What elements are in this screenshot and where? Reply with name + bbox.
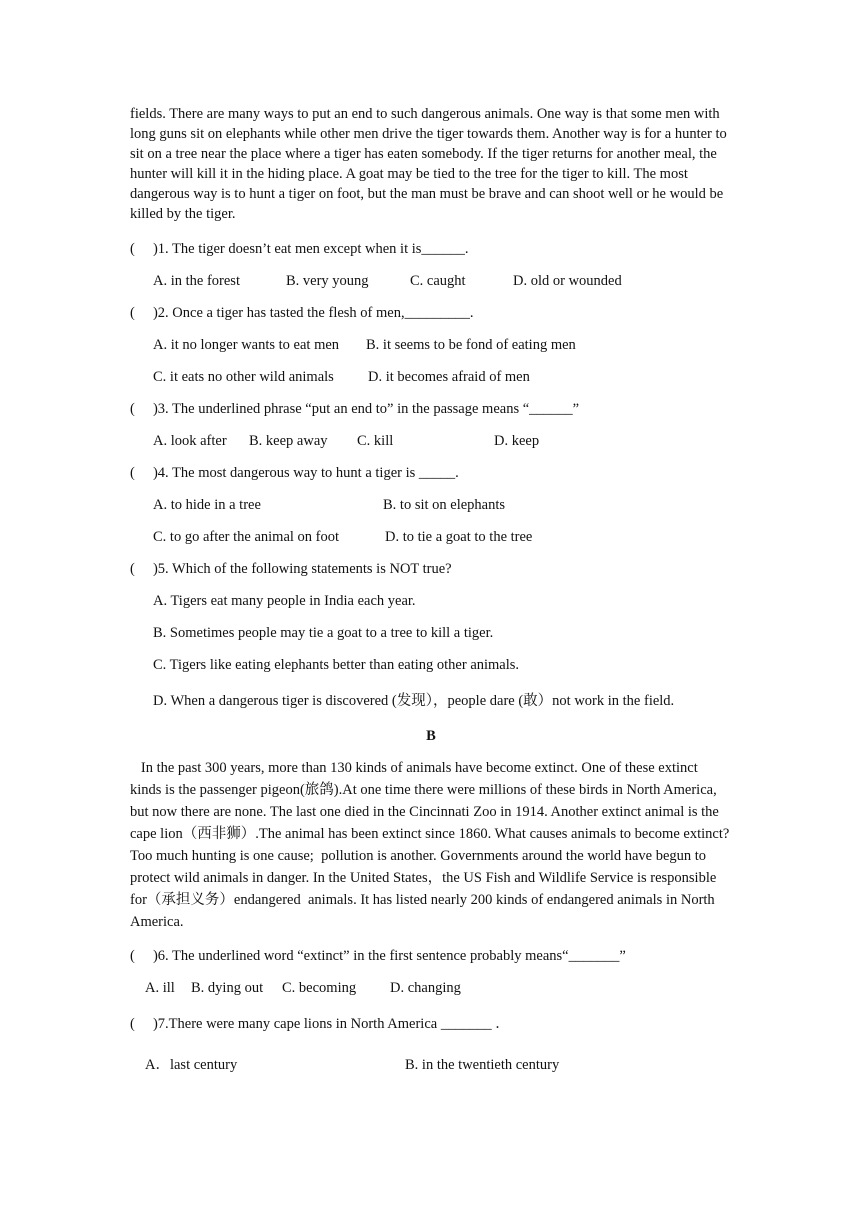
option-b: B. to sit on elephants bbox=[383, 497, 506, 513]
question-6-options bbox=[145, 978, 725, 998]
option-b: B. in the twentieth century bbox=[405, 1057, 560, 1073]
question-7-options bbox=[145, 1055, 725, 1075]
question-6-stem: ( )6. The underlined word “extinct” in the first sentence probably means“_______” bbox=[130, 948, 626, 964]
question-4-options-row1 bbox=[153, 495, 733, 515]
option-a: A. it no longer wants to eat men bbox=[153, 337, 340, 353]
option-a: A．last century bbox=[145, 1057, 238, 1073]
question-5-option-b bbox=[153, 623, 733, 643]
option-a: A. look after bbox=[153, 433, 227, 449]
question-3-options bbox=[153, 431, 733, 451]
option-c: C. caught bbox=[410, 273, 466, 289]
question-5-stem: ( )5. Which of the following statements is NOT true? bbox=[130, 561, 452, 577]
question-2-options-row1 bbox=[153, 335, 733, 355]
option-a: A. ill bbox=[145, 980, 175, 996]
option-c: C. it eats no other wild animals bbox=[153, 369, 334, 385]
option-b: B. dying out bbox=[191, 980, 264, 996]
question-1-options bbox=[153, 271, 733, 291]
option-b: B. very young bbox=[286, 273, 369, 289]
option-b: B. it seems to be fond of eating men bbox=[366, 337, 576, 353]
option-d: D. changing bbox=[390, 980, 461, 996]
section-b-heading: B bbox=[426, 728, 436, 744]
option-b: B. keep away bbox=[249, 433, 328, 449]
option-d: D. keep bbox=[494, 433, 540, 449]
option-c: C. Tigers like eating elephants better than eating other animals. bbox=[153, 657, 520, 673]
option-a: A. Tigers eat many people in India each year. bbox=[153, 593, 416, 609]
option-c: C. to go after the animal on foot bbox=[153, 529, 340, 545]
passage-b-text: In the past 300 years, more than 130 kinds of animals have become extinct. One of these extinct kinds is the passenger pigeon(旅鸽).At one time there were millions of these birds in North America, but now there are none. The last one died in the Cincinnati Zoo in 1914. Another extinct animal is the cape lion（西非狮）.The animal has been extinct since 1860. What causes animals to become extinct? Too much hunting is one cause; pollution is another. Governments around the world have begun to protect wild animals in danger. In the United States，the US Fish and Wildlife Service is responsible for（承担义务）endangered animals. It has listed nearly 200 kinds of endangered animals in North America. bbox=[130, 760, 733, 930]
question-4-stem: ( )4. The most dangerous way to hunt a tiger is _____. bbox=[130, 465, 459, 481]
question-1-stem: ( )1. The tiger doesn’t eat men except when it is______. bbox=[130, 241, 469, 257]
question-3-stem: ( )3. The underlined phrase “put an end to” in the passage means “______” bbox=[130, 401, 580, 417]
option-d: D. old or wounded bbox=[513, 273, 622, 289]
question-4-options-row2 bbox=[153, 527, 733, 547]
option-c: C. kill bbox=[357, 433, 394, 449]
passage-a-text: fields. There are many ways to put an end to such dangerous animals. One way is that some men with long guns sit on elephants while other men drive the tiger towards them. Another way is for a hunter to sit on a tree near the place where a tiger has eaten somebody. If the tiger returns for another meal, the hunter will kill it in the hiding place. A goat may be tied to the tree for the tiger to kill. The most dangerous way is to hunt a tiger on foot, but the man must be brave and can shoot well or he would be killed by the tiger. bbox=[130, 106, 727, 222]
question-2-options-row2 bbox=[153, 367, 733, 387]
question-5-option-a bbox=[153, 591, 733, 611]
question-5-option-d bbox=[153, 691, 733, 711]
question-2-stem: ( )2. Once a tiger has tasted the flesh of men,_________. bbox=[130, 305, 474, 321]
option-d: D. When a dangerous tiger is discovered (发现），people dare (敢）not work in the field. bbox=[153, 693, 675, 709]
option-a: A. in the forest bbox=[153, 273, 240, 289]
option-d: D. it becomes afraid of men bbox=[368, 369, 530, 385]
option-c: C. becoming bbox=[282, 980, 357, 996]
question-7-stem: ( )7.There were many cape lions in North America _______ ． bbox=[130, 1016, 510, 1032]
option-b: B. Sometimes people may tie a goat to a tree to kill a tiger. bbox=[153, 625, 494, 641]
option-a: A. to hide in a tree bbox=[153, 497, 261, 513]
option-d: D. to tie a goat to the tree bbox=[385, 529, 533, 545]
question-5-option-c bbox=[153, 655, 733, 675]
